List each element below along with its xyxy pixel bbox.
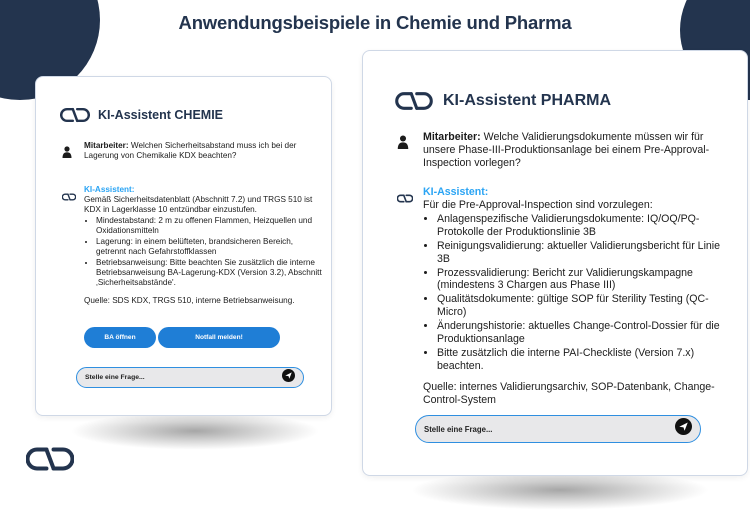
list-item: • Betriebsanweisung: Bitte beachten Sie zusätzlich die interne Betriebsanweisung BA-Lagerung-KDX (Version 3.2), Abschnitt ‚Sicherheitsabstände'.	[96, 258, 324, 288]
assistant-points	[423, 213, 723, 373]
list-item: • Qualitätsdokumente: gültige SOP für Sterility Testing (QC-Micro)	[437, 293, 723, 319]
page-title: Anwendungsbeispiele in Chemie und Pharma	[178, 12, 572, 33]
assistant-logo-icon	[62, 188, 84, 306]
chemie-assistant-card	[35, 76, 332, 416]
assistant-message	[62, 185, 324, 306]
assistant-intro: Für die Pre-Approval-Inspection sind vorzulegen:	[423, 198, 653, 211]
user-icon	[62, 145, 84, 163]
brand-logo-icon	[395, 91, 433, 111]
assistant-message-text: KI-Assistent: Gemäß Sicherheitsdatenblatt (Abschnitt 7.2) und TRGS 510 ist KDX in Lagerklasse 10 entzündbar einzustufen. • Mindestabstand: 2 m zu offenen Flammen, Heizquellen und Oxidationsmitteln • Lagerung: in einem belüfteten, brandsicheren Bereich, getrennt nach Gefahrstoffklassen • Betriebsanweisung: Bitte beachten Sie zusätzlich die interne Betriebsanweisung BA-Lagerung-KDX (Version 3.2), Abschnitt ‚Sicherheitsabstände'. Quelle: SDS KDX, TRGS 510, interne Betriebsanweisung.	[84, 185, 324, 306]
question-input-bar	[415, 415, 701, 443]
list-item: • Reinigungsvalidierung: aktueller Validierungsbericht für Linie 3B	[437, 240, 723, 266]
assistant-intro: Gemäß Sicherheitsdatenblatt (Abschnitt 7.2) und TRGS 510 ist KDX in Lagerklasse 10 entzündbar einzustufen.	[84, 195, 313, 214]
send-icon[interactable]	[675, 418, 692, 440]
list-item: • Änderungshistorie: aktuelles Change-Control-Dossier für die Produktionsanlage	[437, 320, 723, 346]
ba-open-button[interactable]: BA öffnen	[84, 327, 156, 348]
pharma-header	[395, 91, 611, 111]
question-input[interactable]	[83, 373, 282, 382]
list-item: • Bitte zusätzlich die interne PAI-Checkliste (Version 7.x) beachten.	[437, 347, 723, 373]
assistant-points	[84, 216, 324, 288]
user-icon	[397, 135, 423, 170]
chemie-title: KI-Assistent CHEMIE	[98, 108, 224, 122]
assistant-source: Quelle: SDS KDX, TRGS 510, interne Betriebsanweisung.	[84, 296, 295, 305]
report-emergency-button[interactable]: Notfall melden!	[158, 327, 280, 348]
list-item: • Prozessvalidierung: Bericht zur Validierungskampagne (mindestens 3 Chargen aus Phase III)	[437, 267, 723, 293]
user-message-text: Mitarbeiter: Welche Validierungsdokumente müssen wir für unsere Phase-III-Produktionsanlage bei einem Pre-Approval-Inspection vorlegen?	[423, 131, 710, 169]
question-input[interactable]	[422, 424, 675, 435]
assistant-source: Quelle: internes Validierungsarchiv, SOP-Datenbank, Change-Control-System	[423, 380, 715, 406]
pharma-assistant-card	[362, 50, 748, 476]
assistant-message	[397, 186, 737, 407]
user-message	[397, 131, 727, 170]
user-message-text: Mitarbeiter: Welchen Sicherheitsabstand muss ich bei der Lagerung von Chemikalie KDX beachten?	[84, 141, 297, 160]
question-input-bar	[76, 367, 304, 388]
user-message	[62, 141, 317, 163]
assistant-message-text: KI-Assistent: Für die Pre-Approval-Inspection sind vorzulegen: • Anlagenspezifische Validierungsdokumente: IQ/OQ/PQ-Protokolle der Produktionslinie 3B • Reinigungsvalidierung: aktueller Validierungsbericht für Linie 3B • Prozessvalidierung: Bericht zur Validierungskampagne (mindestens 3 Chargen aus Phase III) • Qualitätsdokumente: gültige SOP für Sterility Testing (QC-Micro) • Änderungshistorie: aktuelles Change-Control-Dossier für die Produktionsanlage • Bitte zusätzlich die interne PAI-Checkliste (Version 7.x) beachten. Quelle: internes Validierungsarchiv, SOP-Datenbank, Change-Control-System	[423, 186, 723, 407]
footer-logo-icon	[26, 446, 74, 477]
send-icon[interactable]	[282, 369, 295, 387]
chemie-header	[60, 107, 223, 123]
list-item: • Mindestabstand: 2 m zu offenen Flammen, Heizquellen und Oxidationsmitteln	[96, 216, 324, 236]
card-shadow	[70, 412, 320, 450]
list-item: • Anlagenspezifische Validierungsdokumente: IQ/OQ/PQ-Protokolle der Produktionslinie 3B	[437, 213, 723, 239]
card-shadow	[410, 470, 710, 510]
assistant-logo-icon	[397, 190, 423, 407]
brand-logo-icon	[60, 107, 90, 123]
list-item: • Lagerung: in einem belüfteten, brandsicheren Bereich, getrennt nach Gefahrstoffklassen	[96, 237, 324, 257]
pharma-title: KI-Assistent PHARMA	[443, 92, 612, 109]
